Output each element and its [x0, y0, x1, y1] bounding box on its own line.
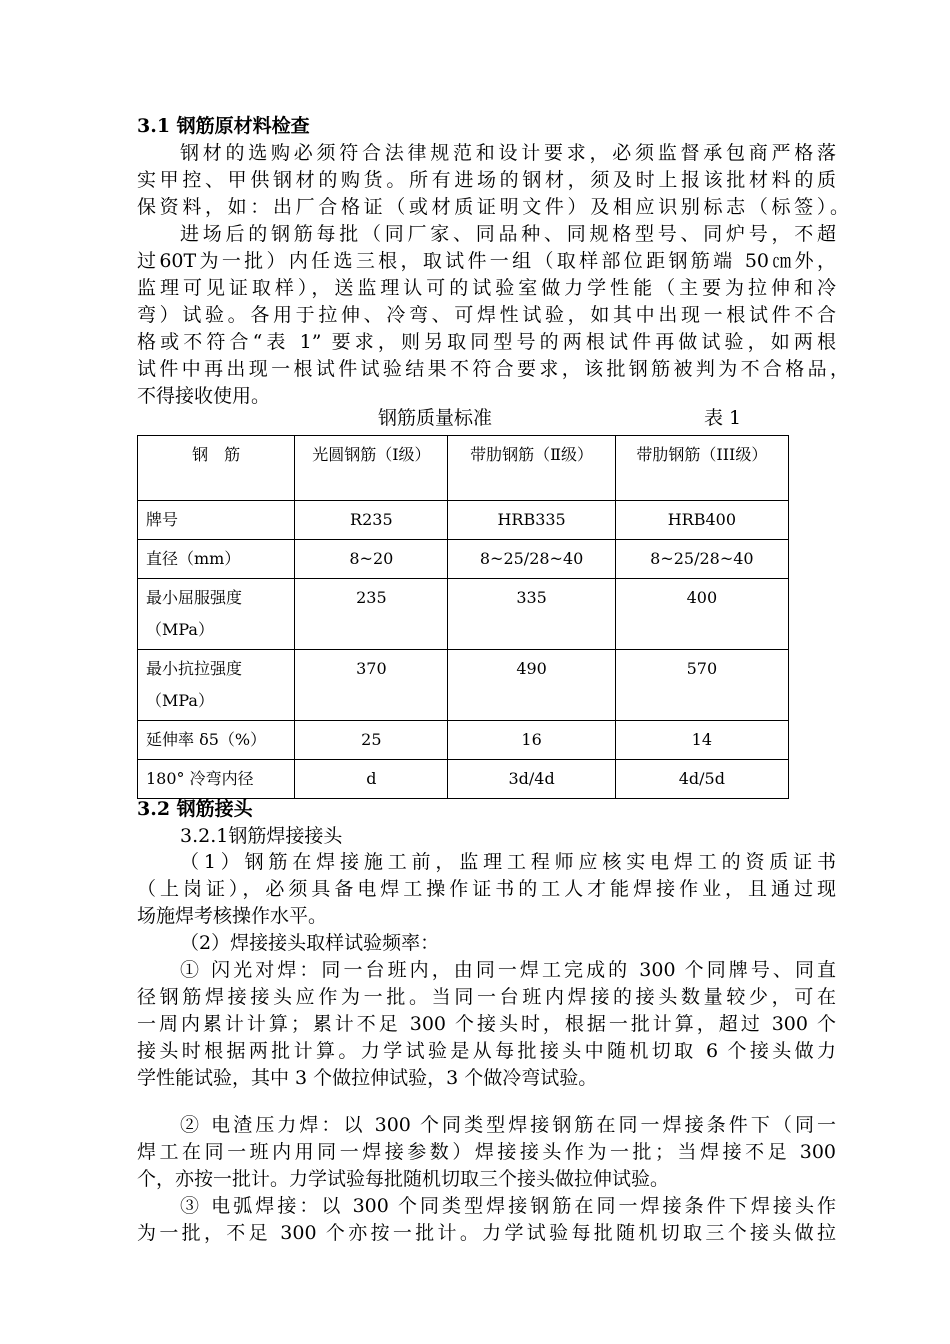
section-heading: 3.1 钢筋原材料检查 [137, 115, 310, 137]
table-cell: 25 [295, 721, 448, 760]
table-number: 表 1 [704, 407, 742, 429]
table-caption: 钢筋质量标准 [378, 407, 493, 429]
table-cell: 570 [615, 650, 788, 721]
table-row [138, 501, 789, 540]
table-cell: 400 [615, 579, 788, 650]
row-label: 最小屈服强度（MPa） [138, 579, 295, 650]
table-row [138, 721, 789, 760]
paragraph-line: ② 电渣压力焊：以 300 个同类型焊接钢筋在同一焊接条件下（同一 [180, 1114, 836, 1136]
table-cell: 16 [448, 721, 615, 760]
table-header-row [138, 436, 789, 501]
header-cell: 光圆钢筋（Ⅰ级） [295, 436, 448, 501]
table-cell: 8~25/28~40 [615, 540, 788, 579]
paragraph-line: 监理可见证取样），送监理认可的试验室做力学性能（主要为拉伸和冷 [137, 277, 836, 299]
subsection-heading: 3.2.1钢筋焊接接头 [180, 825, 343, 847]
table-row [138, 579, 789, 650]
paragraph-line: 试件中再出现一根试件试验结果不符合要求，该批钢筋被判为不合格品， [137, 358, 849, 380]
paragraph-line: 为一批，不足 300 个亦按一批计。力学试验每批随机切取三个接头做拉 [137, 1222, 836, 1244]
paragraph-line: （1）钢筋在焊接施工前，监理工程师应核实电焊工的资质证书 [180, 851, 836, 873]
table-cell: d [295, 760, 448, 799]
header-cell: 带肋钢筋（Ⅱ级） [448, 436, 615, 501]
table-row [138, 650, 789, 721]
paragraph-line: 接头时根据两批计算。力学试验是从每批接头中随机切取 6 个接头做力 [137, 1040, 836, 1062]
row-label: 最小抗拉强度（MPa） [138, 650, 295, 721]
table-cell: 3d/4d [448, 760, 615, 799]
steel-quality-table [137, 435, 789, 799]
paragraph-line: ① 闪光对焊：同一台班内，由同一焊工完成的 300 个同牌号、同直 [180, 959, 836, 981]
table-row [138, 760, 789, 799]
paragraph-line: 一周内累计计算；累计不足 300 个接头时，根据一批计算，超过 300 个 [137, 1013, 836, 1035]
paragraph-line: 过60T为一批）内任选三根，取试件一组（取样部位距钢筋端 50㎝外， [137, 250, 836, 272]
paragraph-line: （2）焊接接头取样试验频率： [180, 932, 440, 954]
table-row [138, 540, 789, 579]
table-cell: 14 [615, 721, 788, 760]
paragraph-line: 弯）试验。各用于拉伸、冷弯、可焊性试验，如其中出现一根试件不合 [137, 304, 836, 326]
row-label: 直径（mm） [138, 540, 295, 579]
row-label: 180° 冷弯内径 [138, 760, 295, 799]
paragraph-line: 焊工在同一班内用同一焊接参数）焊接接头作为一批；当焊接不足 300 [137, 1141, 836, 1163]
paragraph-line: 不得接收使用。 [137, 385, 271, 407]
paragraph-line: 实甲控、甲供钢材的购货。所有进场的钢材，须及时上报该批材料的质 [137, 169, 836, 191]
paragraph-line: 钢材的选购必须符合法律规范和设计要求，必须监督承包商严格落 [180, 142, 836, 164]
table-cell: 4d/5d [615, 760, 788, 799]
paragraph-line: 格或不符合“表 1” 要求，则另取同型号的两根试件再做试验，如两根 [137, 331, 836, 353]
table-cell: 370 [295, 650, 448, 721]
table-cell: 8~25/28~40 [448, 540, 615, 579]
paragraph-line: 进场后的钢筋每批（同厂家、同品种、同规格型号、同炉号，不超 [180, 223, 836, 245]
section-heading: 3.2 钢筋接头 [137, 798, 253, 820]
table-cell: R235 [295, 501, 448, 540]
row-label: 牌号 [138, 501, 295, 540]
table-cell: 8~20 [295, 540, 448, 579]
paragraph-line: （上岗证），必须具备电焊工操作证书的工人才能焊接作业，且通过现 [137, 878, 836, 900]
table-cell: 335 [448, 579, 615, 650]
table-cell: 235 [295, 579, 448, 650]
header-cell: 带肋钢筋（III级） [615, 436, 788, 501]
row-label: 延伸率 δ5（%） [138, 721, 295, 760]
paragraph-line: 场施焊考核操作水平。 [137, 905, 328, 927]
paragraph-line: 个，亦按一批计。力学试验每批随机切取三个接头做拉伸试验。 [137, 1168, 670, 1190]
table-cell: HRB400 [615, 501, 788, 540]
paragraph-line: 保资料，如：出厂合格证（或材质证明文件）及相应识别标志（标签）。 [137, 196, 849, 218]
table-cell: HRB335 [448, 501, 615, 540]
table-cell: 490 [448, 650, 615, 721]
paragraph-line: 径钢筋焊接接头应作为一批。当同一台班内焊接的接头数量较少，可在 [137, 986, 836, 1008]
paragraph-line: 学性能试验，其中 3 个做拉伸试验，3 个做冷弯试验。 [137, 1067, 598, 1089]
header-cell: 钢 筋 [138, 436, 295, 501]
paragraph-line: ③ 电弧焊接：以 300 个同类型焊接钢筋在同一焊接条件下焊接头作 [180, 1195, 836, 1217]
